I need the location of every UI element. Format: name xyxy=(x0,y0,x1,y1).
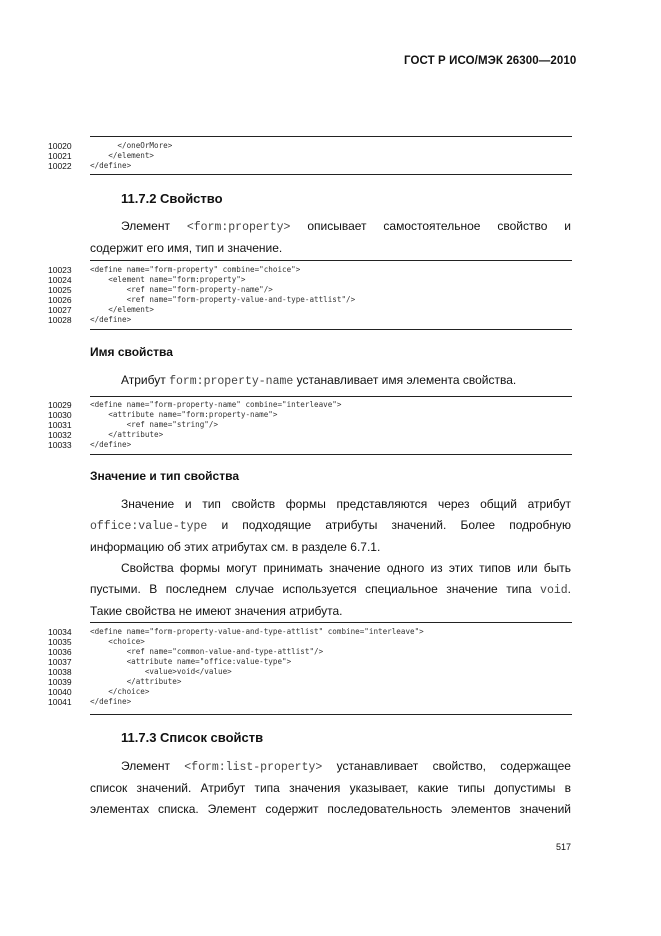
code-rule-top xyxy=(90,622,572,623)
code-block-1: 10020 </oneOrMore> 10021 </element> 10022 </define> xyxy=(48,136,572,176)
code-block-3: 10029 <define name="form-property-name" combine="interleave"> 10030 <attribute name="form:property-name"> 10031 <ref name="string"/> 10032 </attribute> 10033 </define> xyxy=(48,396,572,458)
paragraph-list-property: Элемент <form:list-property> устанавливает свойство, содержащее список значений. Атрибут типа значения указывает, какие типы допустимы в элементах списка. Элемент содержит последовательность элементов значений xyxy=(90,759,571,816)
document-header: ГОСТ Р ИСО/МЭК 26300—2010 xyxy=(404,55,577,67)
paragraph-property: Элемент <form:property> описывает самостоятельное свойство и содержит его имя, тип и значение. xyxy=(90,219,571,255)
code-block-4: 10034 <define name="form-property-value-and-type-attlist" combine="interleave"> 10035 <choice> 10036 <ref name="common-value-and-type-attlist"/> 10037 <attribute name="office:value-type"> 10038 <value>void</value> 10039 </attribute> 10040 </choice> 10041 </define> xyxy=(48,622,572,716)
code-rule-top xyxy=(90,136,572,137)
code-block-2: 10023 <define name="form-property" combine="choice"> 10024 <element name="form:property"> 10025 <ref name="form-property-name"/> 10026 <ref name="form-property-value-and-type-attlist"/> 10027 </element> 10028 </define> xyxy=(48,260,572,332)
paragraph-property-void: Свойства формы могут принимать значение одного из этих типов или быть пустыми. В последнем случае используется специальное значение типа void. Такие свойства не имеют значения атрибута. xyxy=(90,561,571,618)
section-heading-11-7-2: 11.7.2 Свойство xyxy=(121,191,223,206)
code-rule-top xyxy=(90,396,572,397)
code-rule-bottom xyxy=(90,329,572,330)
code-rule-bottom xyxy=(90,174,572,175)
code-rule-bottom xyxy=(90,714,572,715)
page-number: 517 xyxy=(556,842,572,852)
paragraph-property-value: Значение и тип свойств формы представляются через общий атрибут office:value-type и подходящие атрибуты значений. Более подробную информацию об этих атрибутах см. в разделе 6.7.1. xyxy=(90,497,571,554)
heading-property-name: Имя свойства xyxy=(90,345,173,359)
code-rule-top xyxy=(90,260,572,261)
code-rule-bottom xyxy=(90,454,572,455)
heading-property-value: Значение и тип свойства xyxy=(90,469,240,483)
section-heading-11-7-3: 11.7.3 Список свойств xyxy=(121,730,264,745)
paragraph-property-name: Атрибут form:property-name устанавливает имя элемента свойства. xyxy=(121,373,517,388)
